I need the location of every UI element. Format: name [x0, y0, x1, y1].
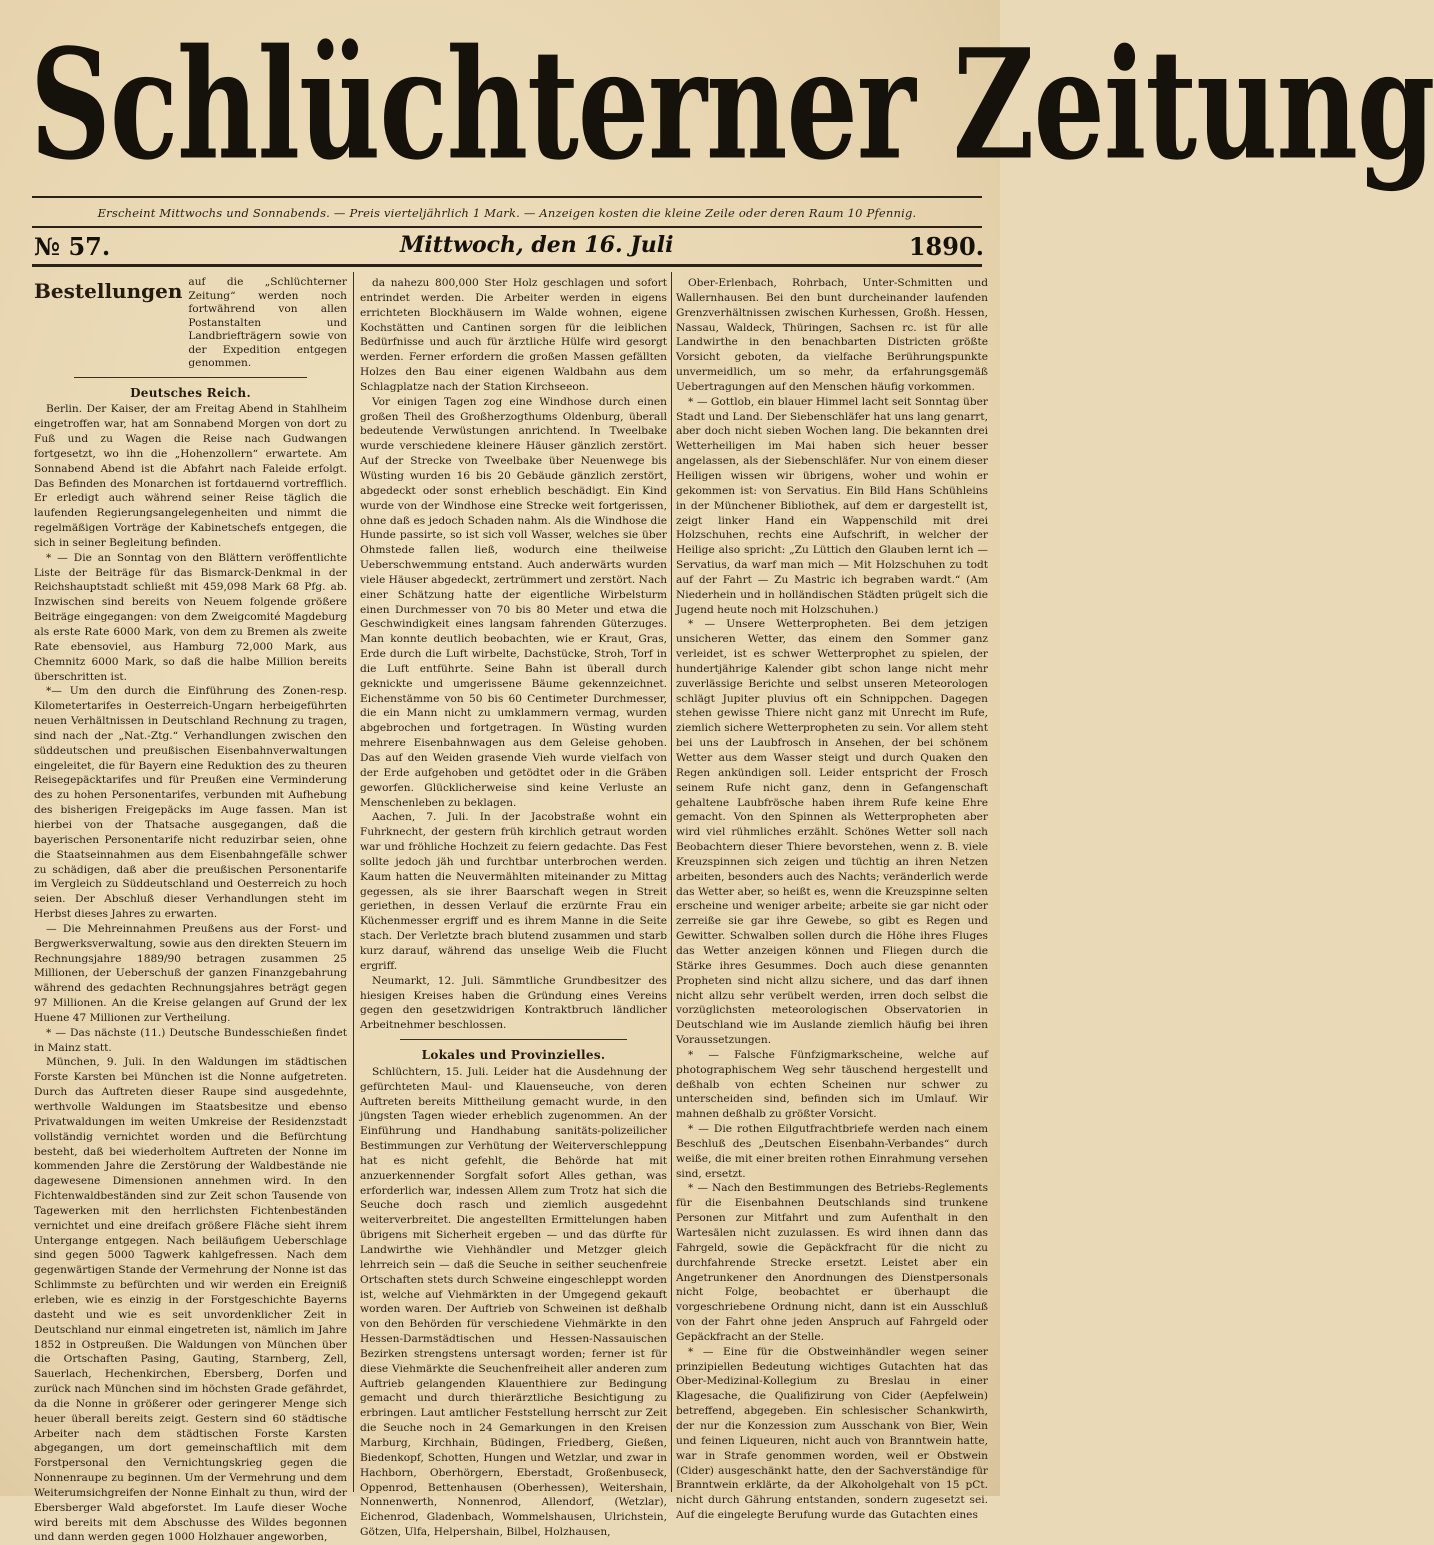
- issue-number: № 57.: [34, 232, 111, 261]
- subline-rule: [32, 226, 982, 228]
- article-bismarck-denkmal: * — Die an Sonntag von den Blättern veröffentlichte Liste der Beiträge für das Bismarck-Denkmal in der Reichshauptstadt schließt mit 459,098 Mark 68 Pfg. ab. Inzwischen sind bereits von Neuem folgende größere Beiträge eingegangen: von dem Zweigcomité Magdeburg als erste Rate 6000 Mark, von dem zu Bremen als zweite Rate ebensoviel, aus Hamburg 72,000 Mark, aus Chemnitz 6000 Mark, so daß die halbe Million bereits überschritten ist.: [34, 551, 347, 683]
- column-divider-2: [671, 272, 672, 1492]
- header-rule-bottom: [32, 264, 982, 267]
- issue-date: Mittwoch, den 16. Juli: [400, 232, 674, 258]
- article-aachen: Aachen, 7. Juli. In der Jacobstraße wohnt ein Fuhrknecht, der gestern früh kirchlich getraut worden war und fröhliche Hochzeit zu feiern gedachte. Das Fest sollte jedoch jäh und furchtbar unterbrochen werden. Kaum hatten die Neuvermählten miteinander zu Mittag gegessen, als sie ihrer Baarschaft wegen in Streit geriethen, in dessen Verlauf die erzürnte Frau ein Küchenmesser ergriff und es ihrem Manne in die Seite stach. Der Verletzte brach blutend zusammen und starb kurz darauf, während das unselige Weib die Flucht ergriff.: [360, 811, 667, 972]
- subscription-title: Bestellungen: [34, 279, 183, 303]
- subscription-notice: [34, 276, 347, 371]
- article-wetter-servatius: * — Gottlob, ein blauer Himmel lacht seit Sonntag über Stadt und Land. Der Siebenschläfer hat uns lang genarrt, aber doch nicht sieben Wochen lang. Die bekannten drei Wetterheiligen im Mai haben sich heuer besser angelassen, als der Siebenschläfer. Nur von einem dieser Heiligen wissen wir übrigens, woher und wohin er gekommen ist: von Servatius. Ein Bild Hans Schühleins in der Münchener Bibliothek, auf dem er dargestellt ist, zeigt linker Hand ein Wappenschild mit drei Holzschuhen, rechts eine Aufschrift, in welcher der Heilige also spricht: „Zu Lüttich den Glauben lernt ich — Servatius, da warf man mich — Mit Holzschuhen zu todt auf der Fahrt — Zu Mastric ich begraben wardt.“ (Am Niederhein und in holländischen Städten prügelt sich die Jugend heute noch mit Holzschuhen.): [676, 395, 988, 616]
- article-wetterpropheten: * — Unsere Wetterpropheten. Bei dem jetzigen unsicheren Wetter, das einem den Sommer ganz verleidet, ist es schwer Wetterprophet zu spielen, der hundertjährige Kalender gibt schon lange nicht mehr zuverlässige Berichte und selbst unseren Meteorologen schlägt Jupiter pluvius oft ein Schnippchen. Dagegen stehen gewisse Thiere nicht ganz mit Unrecht im Rufe, ziemlich sichere Wetterpropheten zu sein. Vor allem steht bei uns der Laubfrosch in Ansehen, der bei schönem Wetter aus dem Wasser steigt und durch Quaken den Regen ankündigen soll. Leider entspricht der Frosch seinem Rufe nicht ganz, denn in Gefangenschaft gehaltene Laubfrösche haben ihrem Rufe keine Ehre gemacht. Von den Spinnen als Wetterpropheten aber wird viel rühmliches erzählt. Schönes Wetter soll nach Beobachtern dieser Thiere bevorstehen, wenn z. B. viele Kreuzspinnen sich zeigen und tüchtig an ihren Netzen arbeiten, besonders auch des Nachts; veränderlich werde das Wetter aber, so heißt es, wenn die Kreuzspinne selten erscheine und weniger arbeite; arbeite sie gar nicht oder zerreiße sie gar ihre Gewebe, so gibt es Regen und Gewitter. Schwalben sollen durch die Höhe ihres Fluges das Wetter anzeigen können und Fliegen durch die Stärke ihres Gesummes. Doch auch diese genannten Propheten sind nicht allzu sichere, und das darf ihnen nicht allzu sehr verübelt werden, irren doch selbst die vorzüglichsten meteorologischen Observatorien in Deutschland wie im Auslande ziemlich häufig bei ihren Voraussetzungen.: [676, 618, 988, 1047]
- masthead-title: Schlüchterner Zeitung: [30, 17, 1434, 194]
- article-windhose-oldenburg: Vor einigen Tagen zog eine Windhose durch einen großen Theil des Großherzogthums Oldenburg, überall bedeutende Verwüstungen anrichtend. In Tweelbake wurde verschiedene kleinere Häuser gänzlich zerstört. Auf der Strecke von Tweelbake über Neuenwege bis Wüsting wurden 16 bis 20 Gebäude gänzlich zerstört, abgedeckt oder sonst erheblich beschädigt. Ein Kind wurde von der Windhose eine Strecke weit fortgerissen, ohne daß es jedoch Schaden nahm. Als die Windhose die Hunde passirte, so ist sich voll Wasser, welches sie über Ohmstede fallen ließ, wodurch eine theilweise Ueberschwemmung entstand. Auch anderwärts wurden viele Häuser abgedeckt, zertrümmert und zerstört. Nach einer Schätzung hatte der eigentliche Wirbelsturm einen Durchmesser von 70 bis 80 Meter und etwa die Geschwindigkeit eines langsam fahrenden Güterzuges. Man konnte deutlich beobachten, wie er Kraut, Gras, Erde durch die Luft wirbelte, Dachstücke, Stroh, Torf in die Luft entführte. Seine Bahn ist überall durch geknickte und umgerissene Bäume gekennzeichnet. Eichenstämme von 50 bis 60 Centimeter Durchmesser, die ein Mann nicht zu umklammern vermag, wurden abgebrochen und fortgetragen. In Wüsting wurden mehrere Eisenbahnwagen aus dem Geleise gehoben. Das auf den Weiden grasende Vieh wurde vielfach von der Erde aufgehoben und getödtet oder in die Gräben geworfen. Glücklicherweise sind keine Verluste an Menschenleben zu beklagen.: [360, 395, 668, 809]
- article-schluechtern-seuche: Schlüchtern, 15. Juli. Leider hat die Ausdehnung der gefürchteten Maul- und Klauenseuche, von deren Auftreten bereits Mittheilung gemacht wurde, in den jüngsten Tagen wieder erheblich zugenommen. An der Einführung und Handhabung sanitäts-polizeilicher Bestimmungen zur Verhütung der Weiterverschleppung hat es nicht gefehlt, die Behörde hat mit anzuerkennender Sorgfalt sofort Alles gethan, was erforderlich war, indessen Allem zum Trotz hat sich die Seuche doch rasch und ziemlich ausgedehnt weiterverbreitet. Die angestellten Ermittelungen haben übrigens mit Sicherheit ergeben — und das dürfte für Landwirthe wie Viehhändler und Metzger gleich lehrreich sein — daß die Seuche in seither seuchenfreie Ortschaften stets durch Schweine eingeschleppt worden ist, welche auf Viehmärkten in der Umgegend gekauft worden waren. Der Auftrieb von Schweinen ist deßhalb von den Behörden für verschiedene Viehmärkte in den Hessen-Darmstädtischen und Hessen-Nassauischen Bezirken strengstens untersagt worden; ferner ist für diese Viehmärkte die Seuchenfreiheit aller anderen zum Auftrieb gelangenden Klauenthiere zur Bedingung gemacht und durch thierärztliche Besichtigung zu erbringen. Laut amtlicher Feststellung herrscht zur Zeit die Seuche noch in 24 Gemarkungen in den Kreisen Marburg, Kirchhain, Büdingen, Friedberg, Gießen, Biedenkopf, Schotten, Hungen und Wetzlar, und zwar in Hachborn, Oberhörgern, Eberstadt, Großenbuseck, Oppenrod, Bettenhausen (Oberhessen), Weitershain, Nonnenwerth, Nonnenrod, Allendorf, (Wetzlar), Eichenrod, Gladenbach, Wommelshausen, Ulrichstein, Götzen, Ulfa, Helpershain, Bilbel, Holzhausen,: [360, 1065, 667, 1539]
- column-divider-1: [353, 272, 354, 1492]
- subscription-text: auf die „Schlüchterner Zeitung“ werden noch fortwährend von allen Postanstalten und Landbriefträgern sowie von der Expedition entgegen genommen.: [188, 276, 347, 369]
- section-heading-deutsches-reich: Deutsches Reich.: [130, 385, 251, 400]
- article-zonentarif: *— Um den durch die Einführung des Zonen-resp. Kilometertarifes in Oesterreich-Ungarn herbeigeführten neuen Verhältnissen in Deutschland Rechnung zu tragen, sind nach der „Nat.-Ztg.“ Verhandlungen zwischen den süddeutschen und preußischen Eisenbahnverwaltungen eingeleitet, die für Bayern eine Reduktion des zu theuren Reisegepäcktarifes und für Preußen eine Verminderung des zu hohen Personentarifes, verbunden mit Aufhebung des bisherigen Freigepäcks im Auge fassen. Man ist hierbei von der Thatsache ausgegangen, daß die bayerischen Personentarife nicht reduzirbar seien, ohne die Staatseinnahmen aus dem Eisenbahngefälle schwer zu schädigen, daß aber die preußischen Personentarife im Vergleich zu Süddeutschland und Oesterreich zu hoch seien. Der Abschluß dieser Verhandlungen steht im Herbst dieses Jahres zu erwarten.: [34, 685, 347, 921]
- article-neumarkt: Neumarkt, 12. Juli. Sämmtliche Grundbesitzer des hiesigen Kreises haben die Gründung eines Vereins gegen den gesetzwidrigen Kontraktbruch ländlicher Arbeitnehmer beschlossen.: [360, 974, 667, 1032]
- article-falsche-scheine: * — Falsche Fünfzigmarkscheine, welche auf photographischem Weg sehr täuschend hergestellt und deßhalb von echten Scheinen nur schwer zu unterscheiden sind, befinden sich im Umlauf. Wir mahnen deßhalb zu größter Vorsicht.: [676, 1048, 988, 1121]
- article-muenchen-nonne: München, 9. Juli. In den Waldungen im städtischen Forste Karsten bei München ist die Nonne aufgetreten. Durch das Auftreten dieser Raupe sind ausgedehnte, werthvolle Waldungen im Staatsbesitze und ebenso Privatwaldungen im weiten Umkreise der Residenzstadt vollständig vernichtet worden und die Befürchtung besteht, daß bei wiederholtem Auftreten der Nonne im kommenden Jahre die Zerstörung der Waldbestände nie dagewesene Dimensionen annehmen wird. In den Fichtenwaldbeständen sind zur Zeit schon Tausende von Tagewerken mit den herrlichsten Fichtenbeständen vernichtet und eine dreifach größere Fläche sieht ihrem Untergange entgegen. Nach beiläufigem Ueberschlage sind gegen 5000 Tagwerk kahlgefressen. Nach dem gegenwärtigen Stande der Vermehrung der Nonne ist das Schlimmste zu befürchten und wir werden ein Ereigniß erleben, wie es einzig in der Forstgeschichte Bayerns dasteht und wie es seit unvordenklicher Zeit in Deutschland nur einmal eingetreten ist, nämlich im Jahre 1852 in Ostpreußen. Die Waldungen von München über die Ortschaften Pasing, Gauting, Starnberg, Zell, Sauerlach, Hechenkirchen, Ebersberg, Dorfen und zurück nach München sind im höchsten Grade gefährdet, da die Nonne in größerer oder geringerer Menge sich heuer überall bereits zeigt. Gestern sind 60 städtische Arbeiter nach dem städtischen Forste Karsten abgegangen, um dort gemeinschaftlich mit dem Forstpersonal den Vernichtungskrieg gegen die Nonnenraupe zu beginnen. Um der Vermehrung und dem Weiterumsichgreifen der Nonne Einhalt zu thun, wird der Ebersberger Wald abgeforstet. Im Laufe dieser Woche wird bereits mit dem Abschusse des Wildes begonnen und dann werden gegen 1000 Holzhauer angeworben,: [34, 1056, 347, 1544]
- article-frachtbriefe: * — Die rothen Eilgutfrachtbriefe werden nach einem Beschluß des „Deutschen Eisenbahn-Verbandes“ durch weiße, die mit einer breiten rothen Einrahmung versehen sind, ersetzt.: [676, 1123, 988, 1180]
- issue-year: 1890.: [908, 232, 984, 261]
- column-2: [360, 276, 668, 1539]
- column-1: [34, 276, 347, 1544]
- article-holz-continued: da nahezu 800,000 Ster Holz geschlagen und sofort entrindet werden. Die Arbeiter werden in eigens errichteten Blockhäusern im Walde wohnen, eigene Kochstätten und Cantinen sorgen für die leiblichen Bedürfnisse und auch für ärztliche Hülfe wird gesorgt werden. Ferner erfordern die großen Massen gefällten Holzes den Bau einer eigenen Waldbahn aus dem Schlagplatze nach der Station Kirchseeon.: [360, 277, 667, 393]
- article-betriebsreglement: * — Nach den Bestimmungen des Betriebs-Reglements für die Eisenbahnen Deutschlands sind trunkene Personen zur Mitfahrt und zum Aufenthalt in den Wartesälen nicht zuzulassen. Es wird ihnen dann das Fahrgeld, sowie die Gepäckfracht für die nicht zu durchfahrende Strecke ersetzt. Leistet aber ein Angetrunkener den Anordnungen des Dienstpersonals nicht Folge, beobachtet er überhaupt die vorgeschriebene Ordnung nicht, dann ist ein Ausschluß von der Fahrt ohne jeden Anspruch auf Fahrgeld oder Gepäckfracht an der Stelle.: [676, 1182, 988, 1343]
- article-seuche-continued: Ober-Erlenbach, Rohrbach, Unter-Schmitten und Wallernhausen. Bei den bunt durcheinander laufenden Grenzverhältnissen zwischen Kurhessen, Großh. Hessen, Nassau, Waldeck, Thüringen, Sachsen rc. ist für alle Landwirthe in den benachbarten Districten größte Vorsicht geboten, da vielfache Berührungspunkte unvermeidlich, um so mehr, da erfahrungsgemäß Uebertragungen auf den Menschen häufig vorkommen.: [676, 277, 988, 393]
- separator: [400, 1039, 627, 1040]
- article-mehreinnahmen: — Die Mehreinnahmen Preußens aus der Forst- und Bergwerksverwaltung, sowie aus den direkten Steuern im Rechnungsjahre 1889/90 betragen zusammen 25 Millionen, der Ueberschuß der ganzen Finanzgebahrung während des gedachten Rechnungsjahres beträgt gegen 97 Millionen. An die Kreise gelangen auf Grund der lex Huene 47 Millionen zur Vertheilung.: [34, 922, 347, 1024]
- subscription-info: Erscheint Mittwochs und Sonnabends. — Preis vierteljährlich 1 Mark. — Anzeigen kosten die kleine Zeile oder deren Raum 10 Pfennig.: [97, 206, 917, 220]
- section-heading-lokales: Lokales und Provinzielles.: [421, 1048, 606, 1063]
- separator: [74, 377, 307, 378]
- article-berlin-kaiser: Berlin. Der Kaiser, der am Freitag Abend in Stahlheim eingetroffen war, hat am Sonnabend Morgen von dort zu Fuß und zu Wagen die Reise nach Gudwangen fortgesetzt, wo ihn die „Hohenzollern“ erwartete. Am Sonnabend Abend ist die Abfahrt nach Faleide erfolgt. Das Befinden des Monarchen ist fortdauernd vortrefflich. Er erledigt auch während seiner Reise täglich die laufenden Regierungsangelegenheiten und nimmt die regelmäßigen Vorträge der Kabinetschefs entgegen, die sich in seiner Begleitung befinden.: [34, 403, 347, 549]
- article-obstwein: * — Eine für die Obstweinhändler wegen seiner prinzipiellen Bedeutung wichtiges Gutachten hat das Ober-Medizinal-Kollegium zu Breslau in einer Klagesache, die Qualifizirung von Cider (Aepfelwein) betreffend, abgegeben. Ein schlesischer Schankwirth, der nur die Konzession zum Ausschank von Bier, Wein und feinen Liqueuren, nicht auch von Branntwein hatte, war in Strafe genommen worden, weil er Obstwein (Cider) ausgeschänkt hatte, den der Sachverständige für Branntwein erklärte, da der Alkoholgehalt von 15 pCt. nicht durch Gährung entstanden, sondern zugesetzt sei. Auf die eingelegte Berufung wurde das Gutachten eines: [676, 1345, 988, 1522]
- masthead-rule-top: [32, 196, 982, 198]
- article-bundesschiessen: * — Das nächste (11.) Deutsche Bundesschießen findet in Mainz statt.: [34, 1026, 347, 1054]
- column-3: [676, 276, 988, 1522]
